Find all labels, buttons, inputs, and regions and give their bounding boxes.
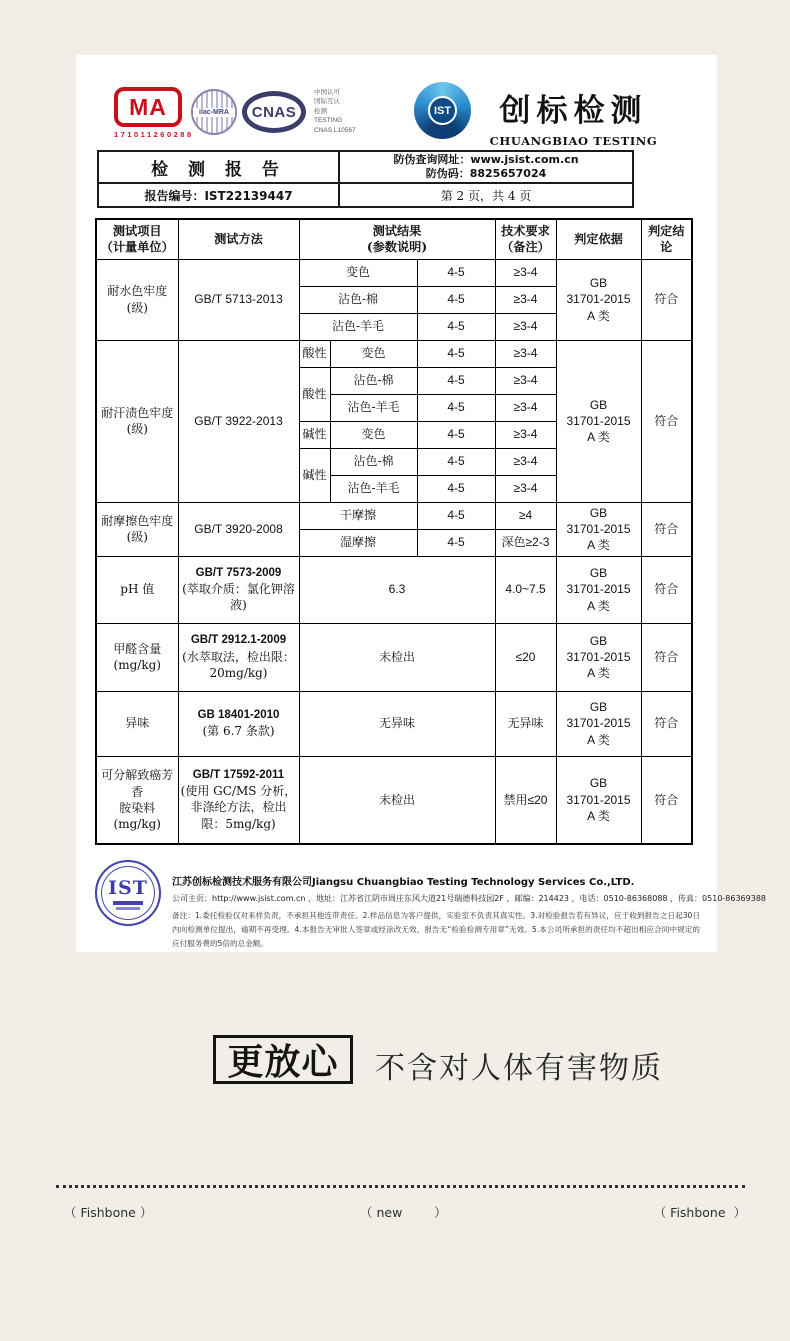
cell-conclusion: 符合 [641,556,692,623]
cell-test-method: GB/T 17592-2011 (使用 GC/MS 分析， 非涤纶方法，检出 限：5mg/kg) [178,756,299,844]
cell-test-method: GB 18401-2010 (第 6.7 条款) [178,691,299,756]
cell-param-prefix: 酸性 [299,367,330,421]
cell-param-name: 干摩擦 [299,502,417,529]
antifake-info [340,152,632,184]
cell-param-name: 沾色-棉 [330,448,417,475]
cell-test-item: 耐汗渍色牢度 (级) [96,340,178,502]
report-info-table [97,150,634,208]
cell-result-value: 未检出 [299,756,495,844]
cell-conclusion: 符合 [641,259,692,340]
brand-block [486,85,661,148]
cma-icon: MA [114,87,182,127]
cell-basis: GB 31701-2015 A 类 [556,502,641,556]
cell-conclusion: 符合 [641,756,692,844]
antifake-url: 防伪查询网址：www.jsist.com.cn [393,152,579,166]
cell-requirement: ≤20 [495,623,556,691]
col-header-item: 测试项目 （计量单位） [96,219,178,259]
cell-test-item: pH 值 [96,556,178,623]
cell-param-name: 沾色-棉 [299,286,417,313]
cell-param-name: 变色 [299,259,417,286]
promo-badge: 更放心 [213,1035,353,1084]
cell-conclusion: 符合 [641,340,692,502]
brand-name-cn: 创标检测 [499,93,648,129]
cell-result-value: 4-5 [417,340,495,367]
col-header-result: 测试结果 (参数说明) [299,219,495,259]
report-sheet [76,55,767,952]
brand-name-en: CHUANGBIAO TESTING [489,134,658,148]
cell-result-value: 4-5 [417,529,495,556]
cell-requirement: ≥3-4 [495,421,556,448]
report-title: 检 测 报 告 [99,152,340,184]
cell-result-value: 4-5 [417,475,495,502]
footer-text-block [172,873,767,951]
cell-test-method: GB/T 2912.1-2009 (水萃取法，检出限： 20mg/kg) [178,623,299,691]
cell-test-method: GB/T 3922-2013 [178,340,299,502]
cnas-side-line: TESTING [314,117,343,125]
cell-param-name: 沾色-棉 [330,367,417,394]
ilac-mra-label: ilac-MRA [193,108,235,117]
ist-logo-text: IST [428,96,457,125]
cell-requirement: 深色≥2-3 [495,529,556,556]
cell-test-item: 甲醛含量 (mg/kg) [96,623,178,691]
col-header-conclusion: 判定结论 [641,219,692,259]
cell-param-name: 沾色-羊毛 [330,394,417,421]
company-name: 江苏创标检测技术服务有限公司Jiangsu Chuangbiao Testing Technology Services Co.,LTD. [172,877,635,888]
cell-param-name: 变色 [330,421,417,448]
cell-param-name: 湿摩擦 [299,529,417,556]
cell-result-value: 4-5 [417,259,495,286]
bottom-label-center: （ new ） [360,1205,447,1220]
bottom-label-left: （ Fishbone ） [64,1205,153,1220]
cell-requirement: ≥3-4 [495,475,556,502]
stamp-decor-bar [116,907,140,910]
cell-requirement: 无异味 [495,691,556,756]
cell-requirement: ≥3-4 [495,448,556,475]
cell-param-prefix: 碱性 [299,448,330,502]
cnas-side-line: CNAS L10567 [314,126,356,134]
bottom-label-right: （ Fishbone ） [653,1205,746,1220]
cnas-side-line: 检测 [314,107,327,115]
cnas-side-line: 中国认可 [314,89,340,96]
cell-requirement: ≥4 [495,502,556,529]
cell-result-value: 4-5 [417,367,495,394]
results-table [95,218,693,845]
page-indicator: 第 2 页，共 4 页 [440,188,532,203]
stamp-decor-bar [113,901,143,905]
cell-requirement: ≥3-4 [495,313,556,340]
cell-result-value: 6.3 [299,556,495,623]
cell-test-item: 可分解致癌芳香 胺染料(mg/kg) [96,756,178,844]
cnas-side-text [314,88,356,135]
cell-conclusion: 符合 [641,623,692,691]
col-header-method: 测试方法 [178,219,299,259]
cell-param-prefix: 酸性 [299,340,330,367]
cell-basis: GB 31701-2015 A 类 [556,691,641,756]
results-table-wrap [95,218,693,845]
cnas-icon: CNAS [242,91,306,133]
cell-conclusion: 符合 [641,502,692,556]
cell-test-method: GB/T 7573-2009 (萃取介质：氯化钾溶 液) [178,556,299,623]
cell-result-value: 4-5 [417,448,495,475]
promo-slogan: 不含对人体有害物质 [375,1051,663,1086]
col-header-basis: 判定依据 [556,219,641,259]
cell-basis: GB 31701-2015 A 类 [556,556,641,623]
cell-test-method: GB/T 5713-2013 [178,259,299,340]
ilac-mra-icon [191,89,237,135]
cell-result-value: 无异味 [299,691,495,756]
cell-test-method: GB/T 3920-2008 [178,502,299,556]
cell-test-item: 耐摩擦色牢度 (级) [96,502,178,556]
cell-basis: GB 31701-2015 A 类 [556,340,641,502]
col-header-requirement: 技术要求 （备注） [495,219,556,259]
ist-stamp-label: IST [108,876,148,899]
cell-requirement: ≥3-4 [495,367,556,394]
cell-param-name: 沾色-羊毛 [299,313,417,340]
report-remarks: 备注：1.委托检验仅对来样负责，不承担其他连带责任。2.样品信息为客户提供，实验室不负责其真实性。3.对检验报告若有异议，应于收到报告之日起30日内向检测单位提出，逾期不再受理。4.本报告无审批人签章或经涂改无效，报告无“检验检测专用章”无效。5.本公司所承担的责任均不超出相应合同中规定的应付服务费的5倍的总金额。 [172,911,700,949]
company-contact: 公司主页：http://www.jsist.com.cn ，地址：江苏省江阴市周庄东风大道21号瑞德科技园2F ，邮编：214423 ，电话：0510-86368088 ，传真：0510-86369388 [172,894,767,903]
cell-result-value: 4-5 [417,502,495,529]
ist-stamp-icon [95,860,161,926]
cell-requirement: ≥3-4 [495,394,556,421]
cell-basis: GB 31701-2015 A 类 [556,756,641,844]
cell-basis: GB 31701-2015 A 类 [556,259,641,340]
cell-result-value: 4-5 [417,286,495,313]
report-number: 报告编号：IST22139447 [99,184,340,206]
dotted-separator [56,1185,745,1188]
cell-param-name: 变色 [330,340,417,367]
cell-conclusion: 符合 [641,691,692,756]
ist-swirl-icon [414,82,471,139]
cell-requirement: 禁用≤20 [495,756,556,844]
cell-param-name: 沾色-羊毛 [330,475,417,502]
cnas-side-line: 国际互认 [314,98,340,106]
cell-result-value: 未检出 [299,623,495,691]
cell-param-prefix: 碱性 [299,421,330,448]
cell-result-value: 4-5 [417,421,495,448]
cell-test-item: 耐水色牢度(级) [96,259,178,340]
cell-requirement: 4.0~7.5 [495,556,556,623]
cell-requirement: ≥3-4 [495,259,556,286]
cell-requirement: ≥3-4 [495,340,556,367]
antifake-code: 防伪码：8825657024 [425,167,547,180]
cma-number: 171011260288 [114,130,194,139]
cell-result-value: 4-5 [417,313,495,340]
cell-result-value: 4-5 [417,394,495,421]
cell-basis: GB 31701-2015 A 类 [556,623,641,691]
cma-accreditation-logo [114,87,194,139]
cell-test-item: 异味 [96,691,178,756]
cell-requirement: ≥3-4 [495,286,556,313]
